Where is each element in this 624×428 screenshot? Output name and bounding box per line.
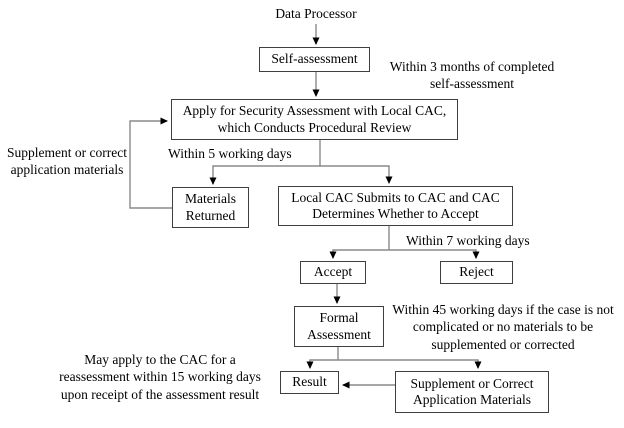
annotation-within-45-days: Within 45 working days if the case is not complicated or no materials to be supplemented or corrected <box>392 302 614 352</box>
node-data-processor: Data Processor <box>275 6 357 21</box>
annotation-within-3-months: Within 3 months of completed self-assessment <box>389 59 555 92</box>
node-reject: Reject <box>440 261 513 284</box>
annotation-may-apply-reassessment: May apply to the CAC for a reassessment within 15 working days upon receipt of the assessment result <box>59 352 261 402</box>
node-supplement-correct: Supplement or Correct Application Materials <box>395 371 549 413</box>
node-self-assessment: Self-assessment <box>259 47 370 72</box>
node-result: Result <box>280 371 339 394</box>
annotation-within-7-days: Within 7 working days <box>406 233 530 248</box>
annotation-within-5-days: Within 5 working days <box>168 146 292 161</box>
annotation-supplement-correct-materials: Supplement or correct application materials <box>7 145 127 178</box>
node-apply-security-assessment: Apply for Security Assessment with Local CAC, which Conducts Procedural Review <box>171 99 458 140</box>
edge-materialsreturned-apply-feedback <box>130 121 172 208</box>
node-materials-returned: Materials Returned <box>172 187 249 228</box>
node-accept: Accept <box>300 261 366 284</box>
node-local-cac-submits: Local CAC Submits to CAC and CAC Determines Whether to Accept <box>278 186 513 226</box>
node-formal-assessment: Formal Assessment <box>294 306 384 347</box>
